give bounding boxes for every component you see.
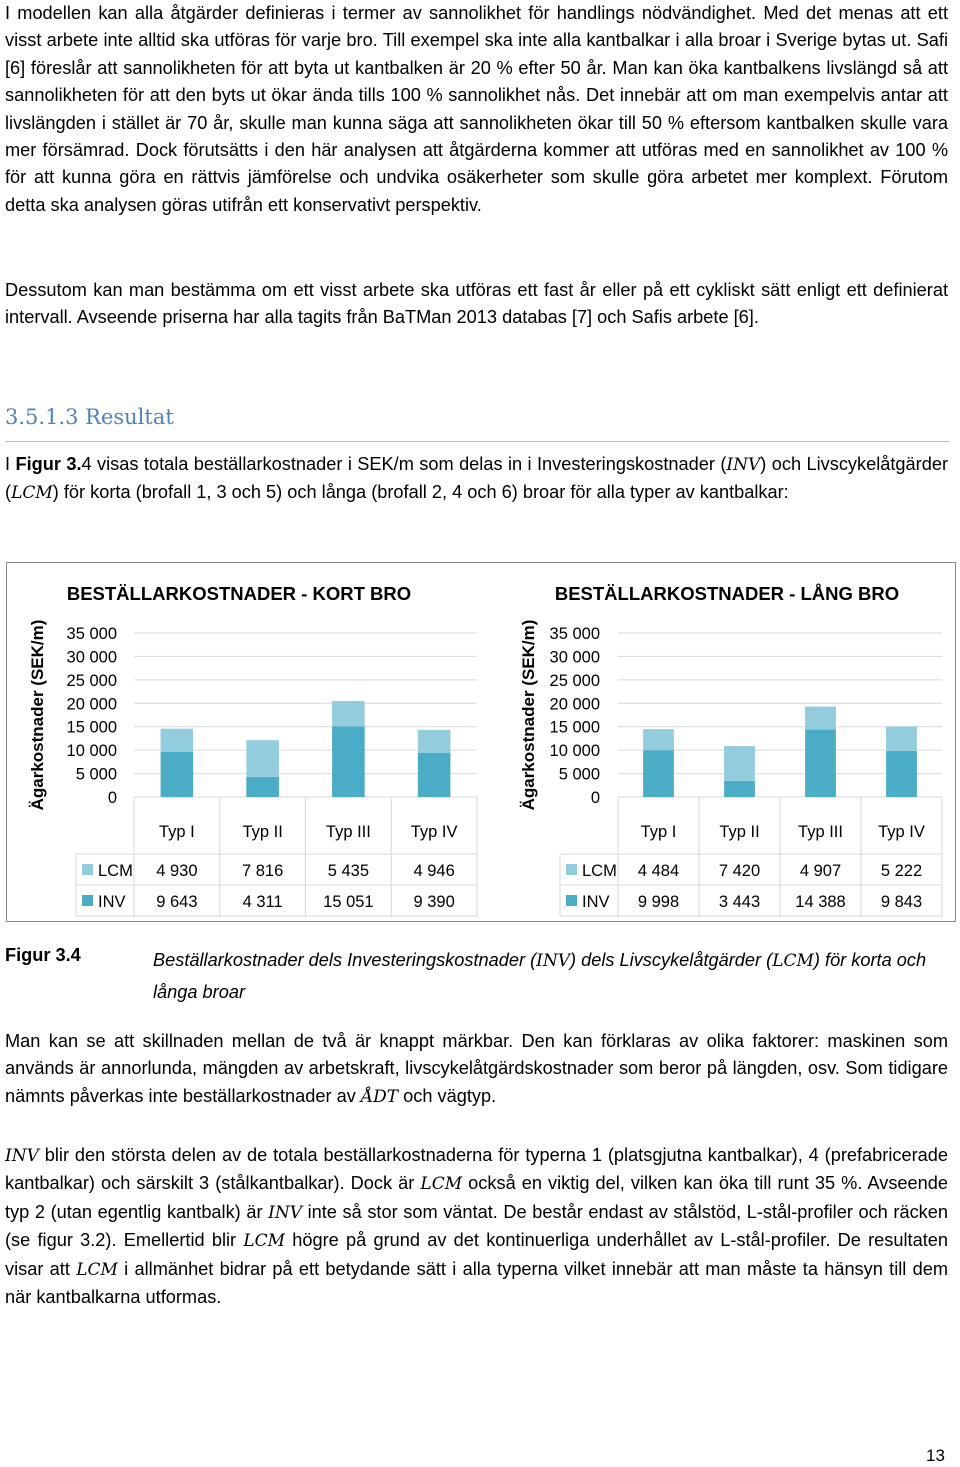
- chart1-y-tick-label: 30 000: [66, 648, 117, 667]
- chart2-data-label-inv: 14 388: [795, 893, 846, 911]
- chart2-y-tick-label: 15 000: [549, 718, 600, 737]
- chart2-category-label: Typ I: [640, 823, 677, 841]
- chart2-category-label: Typ IV: [878, 823, 925, 841]
- chart2-y-tick-label: 20 000: [549, 695, 600, 714]
- chart2-legend-label-inv: INV: [582, 893, 610, 911]
- chart2-legend-key-inv: [566, 895, 577, 906]
- chart2-y-tick-label: 10 000: [549, 742, 600, 761]
- math-adt: ÅDT: [360, 1086, 399, 1107]
- chart2-data-label-lcm: 4 907: [799, 862, 842, 880]
- chart2-y-tick-label: 35 000: [549, 625, 600, 643]
- chart2-y-tick-label: 30 000: [549, 648, 600, 667]
- chart1-category-label: Typ I: [158, 823, 195, 841]
- chart1-bar-inv: [332, 726, 365, 797]
- chart2-data-label-inv: 9 843: [880, 893, 923, 911]
- chart2-data-label-inv: 9 998: [637, 893, 680, 911]
- text-run: I: [5, 454, 16, 474]
- chart2-bar-inv: [643, 750, 674, 797]
- section-heading: 3.5.1.3 Resultat: [5, 405, 174, 429]
- charts-svg: [7, 563, 955, 921]
- text-run: ) och Livscykelåtgärder (: [5, 454, 948, 503]
- figure-caption: [153, 945, 949, 1008]
- chart-area: [6, 562, 956, 922]
- math-lcm: LCM: [11, 483, 53, 504]
- paragraph-difference: [5, 1028, 948, 1111]
- chart2-bar-inv: [805, 730, 836, 797]
- chart2-bar-lcm: [643, 729, 674, 750]
- chart1-bar-inv: [246, 777, 279, 797]
- chart2-data-label-lcm: 5 222: [880, 862, 923, 880]
- chart2-data-label-lcm: 4 484: [637, 862, 680, 880]
- chart2-bar-inv: [724, 781, 755, 797]
- math-lcm: LCM: [76, 1259, 118, 1280]
- chart1-bar-inv: [161, 752, 194, 797]
- text-run: i allmänhet bidrar på ett betydande sätt i alla typerna vilket innebär att man måste ta hänsyn till dem när kantbalkarna utformas.: [5, 1258, 948, 1308]
- paragraph-probability-part1: I modellen kan alla åtgärder definieras i termer av sannolikhet för handlings nödvändighet. Med det menas att ett visst arbete inte alltid ska utföras för varje bro. Till exempel ska inte alla kantbalkar i alla broar i Sverige bytas ut. Safi [6] föreslår att sannolikheten för att byta ut kantbalken är 20 % efter 50 år. Man kan öka kantbalkens livslängd så att sannolikheten för att den byts ut ökar ända tills 100 % sannolikhet nås.: [5, 3, 948, 106]
- paragraph-probability: [5, 0, 948, 219]
- math-inv: INV: [268, 1202, 302, 1223]
- figure-reference: Figur 3.: [15, 454, 82, 474]
- text-run: 4 visas totala beställarkostnader i SEK/m som delas in i Investeringskostnader (: [81, 454, 727, 474]
- chart2-y-tick-label: 0: [590, 789, 600, 807]
- caption-text: Beställarkostnader dels Investeringskostnader (: [153, 950, 537, 970]
- text-run: blir den största delen av de totala beställarkostnaderna för typerna 1 (platsgjutna kantbalkar), 4 (prefabricerade kantbalkar) och särskilt 3 (stålkantbalkar). Dock är: [5, 1145, 948, 1194]
- chart1-data-label-inv: 9 390: [413, 893, 455, 911]
- text-run: högre på grund av det kontinuerliga underhållet av L-stål-profiler. De resultaten visar att: [5, 1230, 948, 1279]
- chart1-legend-label-lcm: LCM: [98, 862, 133, 880]
- chart1-legend-key-lcm: [82, 864, 93, 875]
- chart2-legend-key-lcm: [566, 864, 577, 875]
- math-inv: INV: [536, 951, 571, 971]
- chart1-y-tick-label: 0: [107, 789, 117, 807]
- chart1-y-tick-label: 25 000: [66, 671, 117, 690]
- chart2-y-axis-label: Ägarkostnader (SEK/m): [519, 619, 538, 811]
- text-run: också en viktig del, vilken kan öka till runt 35 %. Avseende typ 2 (utan egentlig kantbalk) är: [5, 1173, 948, 1222]
- chart2-legend-label-lcm: LCM: [582, 862, 617, 880]
- text-run: Man kan se att skillnaden mellan de två är knappt märkbar. Den kan förklaras av olika faktorer: maskinen som används är annorlunda, mängden av arbetskraft, livscykelåtgärdskostnader som beror på längden, osv. Som tidigare nämnts påverkas inte beställarkostnader av: [5, 1031, 948, 1106]
- chart1-title: BESTÄLLARKOSTNADER - KORT BRO: [66, 583, 412, 604]
- chart1-category-label: Typ IV: [410, 823, 458, 841]
- chart1-bar-lcm: [418, 730, 451, 753]
- page-number: 13: [926, 1446, 945, 1465]
- chart1-legend-key-inv: [82, 895, 93, 906]
- chart1-y-tick-label: 35 000: [66, 625, 117, 643]
- chart2-y-tick-label: 25 000: [549, 671, 600, 690]
- chart1-bar-lcm: [246, 740, 279, 777]
- chart2-category-label: Typ II: [719, 823, 760, 841]
- chart2-category-label: Typ III: [798, 823, 843, 841]
- chart1-category-label: Typ III: [325, 823, 371, 841]
- text-run: och vägtyp.: [398, 1085, 497, 1106]
- chart1-category-label: Typ II: [242, 823, 283, 841]
- paragraph-prices: Dessutom kan man bestämma om ett visst arbete ska utföras ett fast år eller på ett cykliskt sätt enligt ett definierat intervall. Avseende priserna har alla tagits från BaTMan 2013 databas [7] och Safis arbete [6].: [5, 280, 948, 328]
- chart1-legend-label-inv: INV: [98, 893, 126, 911]
- chart1-data-label-inv: 4 311: [242, 893, 283, 911]
- chart1-data-label-lcm: 4 946: [413, 862, 455, 880]
- chart1-data-label-lcm: 5 435: [327, 862, 370, 880]
- chart1-y-tick-label: 20 000: [66, 695, 117, 714]
- chart1-y-tick-label: 10 000: [66, 742, 117, 761]
- math-lcm: LCM: [243, 1231, 286, 1252]
- chart2-bar-lcm: [805, 707, 836, 730]
- heading-rule: [5, 441, 949, 442]
- chart1-data-label-inv: 9 643: [156, 893, 198, 911]
- text-run: inte så stor som väntat. De består endast av stålstöd, L-stål-profiler och räcken (se figur 3.2). Emellertid blir: [5, 1201, 948, 1251]
- chart2-data-label-lcm: 7 420: [718, 862, 761, 880]
- chart1-data-label-lcm: 4 930: [156, 862, 198, 880]
- chart1-y-tick-label: 15 000: [66, 718, 117, 737]
- text-run: ) för korta (brofall 1, 3 och 5) och långa (brofall 2, 4 och 6) broar för alla typer av kantbalkar:: [52, 482, 789, 503]
- chart2-bar-inv: [886, 751, 917, 797]
- chart1-y-axis-label: Ägarkostnader (SEK/m): [28, 619, 47, 811]
- chart1-y-tick-label: 5 000: [75, 765, 117, 784]
- chart2-title: BESTÄLLARKOSTNADER - LÅNG BRO: [554, 583, 900, 604]
- figure-label: Figur 3.4: [5, 945, 81, 965]
- paragraph-analysis: [5, 1142, 948, 1311]
- paragraph-figure-intro: [5, 451, 948, 508]
- math-inv: INV: [5, 1146, 39, 1166]
- chart2-y-tick-label: 5 000: [558, 765, 600, 784]
- chart1-data-label-lcm: 7 816: [241, 862, 284, 880]
- math-lcm: LCM: [420, 1174, 463, 1195]
- math-inv: INV: [726, 455, 761, 475]
- chart2-bar-lcm: [886, 726, 917, 750]
- caption-text: ) dels Livscykelåtgärder (: [570, 950, 773, 970]
- chart1-bar-lcm: [332, 701, 365, 726]
- paragraph-probability-part2: Det innebär att om man exempelvis antar att livslängden i stället är 70 år, skulle man kunna säga att sannolikheten ökar till 50 % eftersom kantbalken skulle vara mer försämrad. Dock förutsätts i den här analysen att åtgärderna kommer att utföras med en sannolikhet av 100 % för att kunna göra en rättvis jämförelse och undvika osäkerheter som skulle göra arbetet mer komplext. Förutom detta ska analysen göras utifrån ett konservativt perspektiv.: [5, 85, 948, 215]
- chart1-data-label-inv: 15 051: [323, 893, 374, 911]
- caption-text: ) för korta och långa broar: [153, 950, 927, 1002]
- math-lcm: LCM: [772, 951, 814, 971]
- chart1-bar-inv: [418, 753, 451, 797]
- chart1-bar-lcm: [161, 729, 194, 752]
- chart2-data-label-inv: 3 443: [718, 893, 761, 911]
- chart2-bar-lcm: [724, 746, 755, 781]
